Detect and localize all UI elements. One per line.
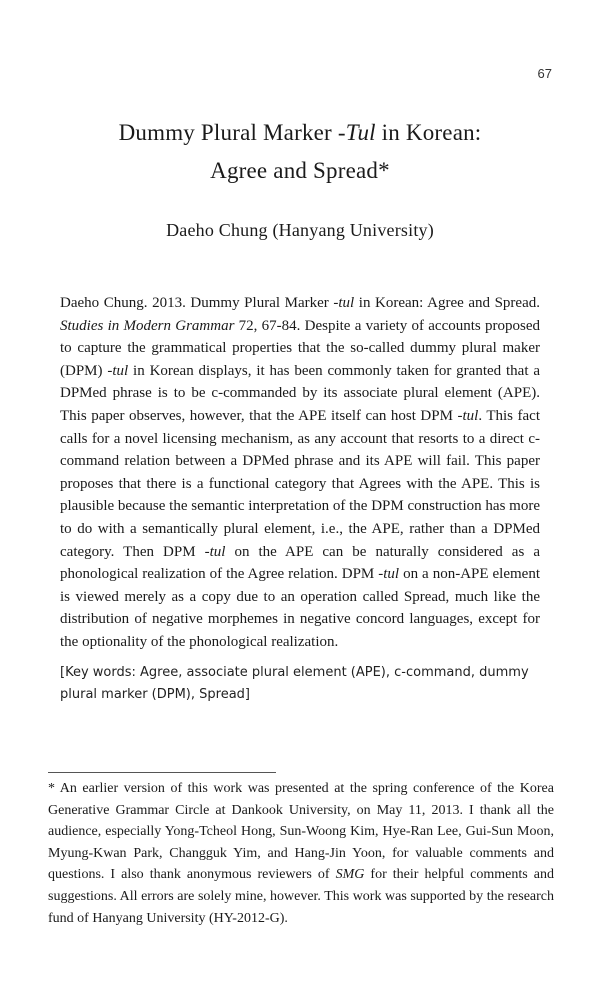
footnote (48, 778, 554, 929)
footnote-divider (48, 772, 276, 773)
page-number: 67 (537, 66, 552, 81)
abstract-text: . This fact calls for a novel licensing mechanism, as any account that resorts to a direct c-command relation between a DPMed phrase and its APE will fail. This paper proposes that there is a functional category that Agrees with the APE. This is plausible because the semantic interpretation of the DPM construction has more to do with a semantically plural element, i.e., the APE, rather than a DPMed category. Then DPM - (60, 407, 541, 560)
title-text-pre: Dummy Plural Marker - (118, 120, 346, 145)
abstract (60, 292, 540, 654)
footnote-journal-abbrev: SMG (335, 867, 365, 883)
abstract-text: 72, 67-84. Despite a variety of accounts proposed to capture the grammatical properties that the so-called dummy plural maker (DPM) - (60, 317, 540, 379)
footnote-text: for their helpful comments and suggestions. All errors are solely mine, however. This work was supported by the research fund of Hanyang University (HY-2012-G). (48, 867, 554, 926)
abstract-morpheme: tul (338, 295, 355, 311)
abstract-text: in Korean: Agree and Spread. (354, 295, 540, 311)
abstract-text: on the APE can be naturally considered as a phonological realization of the Agree relation. DPM - (60, 543, 540, 583)
abstract-morpheme: tul (112, 362, 129, 379)
author-line: Daeho Chung (Hanyang University) (166, 220, 434, 240)
title-italic-morpheme: Tul (345, 120, 376, 145)
footnote-text: * An earlier version of this work was presented at the spring conference of the Korea Generative Grammar Circle at Dankook University, on May 11, 2013. I thank all the audience, especially Yong-Tcheol Hong, Sun-Woong Kim, Hye-Ran Lee, Gui-Sun Moon, Myung-Kwan Park, Changguk Yim, and Hang-Jin Yoon, for valuable comments and questions. I also thank anonymous reviewers of (48, 781, 554, 883)
abstract-text: in Korean displays, it has been commonly taken for granted that a DPMed phrase is to be c-commanded by its associate plural element (APE). This paper observes, however, that the APE itself can host DPM - (60, 362, 541, 424)
title-text-post: in Korean: (375, 120, 482, 145)
abstract-journal-title: Studies in Modern Grammar (60, 317, 235, 334)
abstract-morpheme: tul (209, 543, 226, 560)
abstract-morpheme: tul (462, 407, 479, 424)
title-line-2: Agree and Spread* (210, 158, 390, 183)
abstract-morpheme: tul (383, 566, 400, 583)
abstract-text: Daeho Chung. 2013. Dummy Plural Marker - (60, 295, 339, 311)
abstract-text: on a non-APE element is viewed merely as a copy due to an operation called Spread, much like the distribution of negative morphemes in negative concord languages, except for the optionality of the phonological realization. (60, 566, 540, 650)
title-line-1 (40, 114, 560, 152)
keywords: [Key words: Agree, associate plural element (APE), c-command, dummy plural marker (DPM), Spread] (60, 665, 529, 702)
paper-title (40, 114, 560, 190)
